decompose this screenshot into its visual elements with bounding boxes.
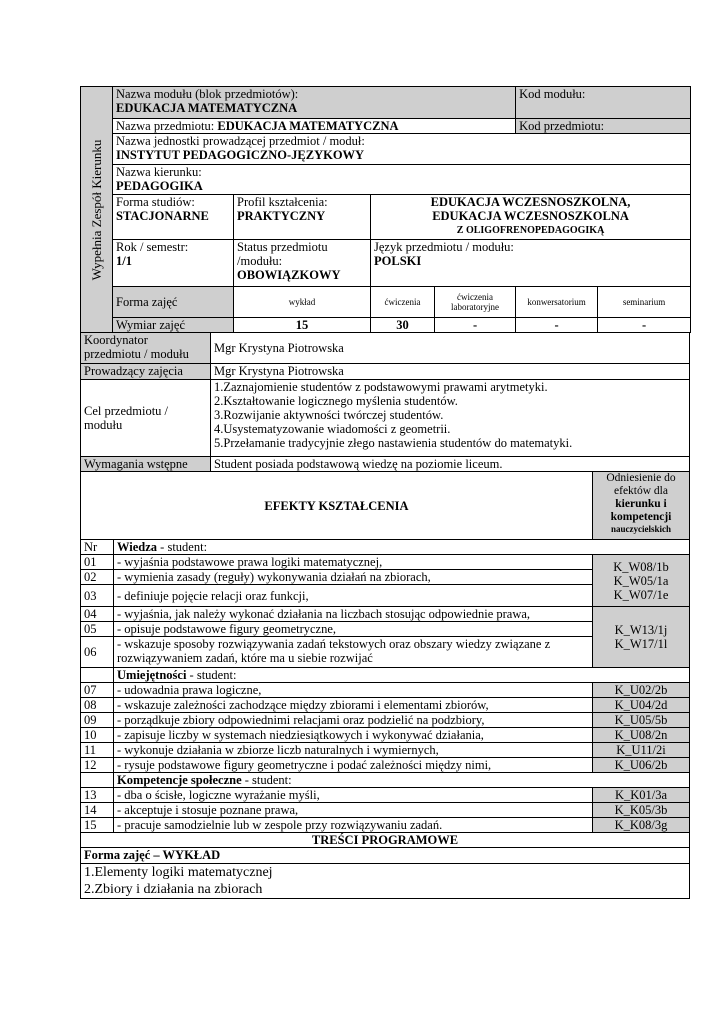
outcome-text: - wyjaśnia, jak należy wykonać działania na liczbach stosując odpowiednie prawa, — [114, 607, 593, 622]
row-nr: 09 — [81, 713, 114, 728]
outcomes-title: EFEKTY KSZTAŁCENIA — [81, 472, 593, 540]
program-content-table — [80, 832, 690, 899]
teacher-label: Prowadzący zajęcia — [81, 364, 211, 380]
row-nr: 10 — [81, 728, 114, 743]
learning-outcomes-table — [80, 471, 690, 833]
outcome-code: K_K05/3b — [593, 803, 690, 818]
nr-spacer — [81, 668, 114, 683]
hours-exercises: 30 — [371, 318, 435, 333]
program-title: TREŚCI PROGRAMOWE — [81, 833, 690, 848]
form-col-exercises: ćwiczenia — [371, 287, 435, 318]
outcome-text: - wyjaśnia podstawowe prawa logiki matematycznej, — [114, 555, 593, 570]
program-form-label: Forma zajęć – WYKŁAD — [81, 848, 690, 864]
goals-list — [211, 380, 690, 457]
goal-item: 2.Kształtowanie logicznego myślenia studentów. — [214, 394, 458, 408]
profile-cell: Profil kształcenia: PRAKTYCZNY — [234, 195, 371, 240]
skills-header: Umiejętności - student: — [114, 668, 690, 683]
row-nr: 04 — [81, 607, 114, 622]
goal-item: 4.Usystematyzowanie wiadomości z geometrii. — [214, 422, 451, 436]
row-nr: 08 — [81, 698, 114, 713]
syllabus-page — [80, 86, 690, 921]
outcome-text: - opisuje podstawowe figury geometryczne, — [114, 622, 593, 637]
row-nr: 15 — [81, 818, 114, 833]
row-nr: 01 — [81, 555, 114, 570]
nr-spacer — [81, 773, 114, 788]
coordinator-value: Mgr Krystyna Piotrowska — [211, 333, 690, 364]
goals-label: Cel przedmiotu / modułu — [81, 380, 211, 457]
specialty-cell: EDUKACJA WCZESNOSZKOLNA, EDUKACJA WCZESNOSZKOLNA Z OLIGOFRENOPEDAGOGIKĄ — [371, 195, 691, 240]
program-item: 1.Elementy logiki matematycznej — [84, 865, 273, 880]
knowledge-header: Wiedza - student: — [114, 540, 690, 555]
outcome-code: K_K08/3g — [593, 818, 690, 833]
row-nr: 03 — [81, 585, 114, 607]
hours-label: Wymiar zajęć — [113, 318, 234, 333]
outcome-code: K_U11/2i — [593, 743, 690, 758]
study-form-cell: Forma studiów: STACJONARNE — [113, 195, 234, 240]
form-col-seminar: seminarium — [598, 287, 691, 318]
subject-code-cell: Kod przedmiotu: — [516, 119, 691, 134]
outcome-code: K_U06/2b — [593, 758, 690, 773]
requirements-value: Student posiada podstawową wiedzę na poziomie liceum. — [211, 457, 690, 472]
sidebar-vertical-label: Wypełnia Zespół Kierunku — [81, 87, 113, 333]
row-nr: 13 — [81, 788, 114, 803]
outcomes-reference-header: Odniesienie do efektów dla kierunku i kompetencji nauczycielskich — [593, 472, 690, 540]
outcome-code: K_U04/2d — [593, 698, 690, 713]
field-cell: Nazwa kierunku: PEDAGOGIKA — [113, 165, 691, 195]
knowledge-codes-b: K_W13/1j K_W17/1l — [593, 607, 690, 668]
unit-cell: Nazwa jednostki prowadzącej przedmiot / moduł: INSTYTUT PEDAGOGICZNO-JĘZYKOWY — [113, 134, 691, 165]
outcome-text: - rysuje podstawowe figury geometryczne i podać zależności między nimi, — [114, 758, 593, 773]
module-code-cell: Kod modułu: — [516, 87, 691, 119]
hours-lab: - — [435, 318, 516, 333]
row-nr: 06 — [81, 637, 114, 668]
outcome-text: - wykonuje działania w zbiorze liczb naturalnych i wymiernych, — [114, 743, 593, 758]
outcome-text: - porządkuje zbiory odpowiednimi relacjami oraz podzielić na podzbiory, — [114, 713, 593, 728]
program-item: 2.Zbiory i działania na zbiorach — [84, 882, 263, 897]
outcome-text: - definiuje pojęcie relacji oraz funkcji, — [114, 585, 593, 607]
year-cell: Rok / semestr: 1/1 — [113, 240, 234, 287]
row-nr: 14 — [81, 803, 114, 818]
goal-item: 1.Zaznajomienie studentów z podstawowymi prawami arytmetyki. — [214, 380, 548, 394]
hours-lecture: 15 — [234, 318, 371, 333]
outcome-text: - dba o ścisłe, logiczne wyrażanie myśli, — [114, 788, 593, 803]
outcome-text: - udowadnia prawa logiczne, — [114, 683, 593, 698]
hours-seminar: - — [598, 318, 691, 333]
language-cell: Język przedmiotu / modułu: POLSKI — [371, 240, 691, 287]
goal-item: 5.Przełamanie tradycyjnie złego nastawienia studentów do matematyki. — [214, 436, 573, 450]
competences-header: Kompetencje społeczne - student: — [114, 773, 690, 788]
knowledge-codes-a: K_W08/1b K_W05/1a K_W07/1e — [593, 555, 690, 607]
nr-header: Nr — [81, 540, 114, 555]
outcome-text: - wymienia zasady (reguły) wykonywania działań na zbiorach, — [114, 570, 593, 585]
outcome-code: K_K01/3a — [593, 788, 690, 803]
row-nr: 11 — [81, 743, 114, 758]
hours-conversation: - — [516, 318, 598, 333]
row-nr: 12 — [81, 758, 114, 773]
outcome-text: - wskazuje sposoby rozwiązywania zadań tekstowych oraz obszary wiedzy związane z rozwiązywaniem zadań, które ma u siebie rozwijać — [114, 637, 593, 668]
coordinator-label: Koordynator przedmiotu / modułu — [81, 333, 211, 364]
outcome-code: K_U05/5b — [593, 713, 690, 728]
form-col-lecture: wykład — [234, 287, 371, 318]
subject-name-cell: Nazwa przedmiotu: EDUKACJA MATEMATYCZNA — [113, 119, 516, 134]
requirements-label: Wymagania wstępne — [81, 457, 211, 472]
course-details-table — [80, 332, 690, 472]
program-items — [81, 864, 690, 899]
forms-label: Forma zajęć — [113, 287, 234, 318]
outcome-text: - zapisuje liczby w systemach niedziesiątkowych i wykonywać działania, — [114, 728, 593, 743]
outcome-code: K_U08/2n — [593, 728, 690, 743]
outcome-code: K_U02/2b — [593, 683, 690, 698]
teacher-value: Mgr Krystyna Piotrowska — [211, 364, 690, 380]
row-nr: 07 — [81, 683, 114, 698]
row-nr: 02 — [81, 570, 114, 585]
form-col-lab: ćwiczenia laboratoryjne — [435, 287, 516, 318]
outcome-text: - wskazuje zależności zachodzące między zbiorami i elementami zbiorów, — [114, 698, 593, 713]
status-cell: Status przedmiotu /modułu: OBOWIĄZKOWY — [234, 240, 371, 287]
form-col-conversation: konwersatorium — [516, 287, 598, 318]
goal-item: 3.Rozwijanie aktywności twórczej studentów. — [214, 408, 444, 422]
outcome-text: - pracuje samodzielnie lub w zespole przy rozwiązywaniu zadań. — [114, 818, 593, 833]
outcome-text: - akceptuje i stosuje poznane prawa, — [114, 803, 593, 818]
module-name-cell: Nazwa modułu (blok przedmiotów): EDUKACJA MATEMATYCZNA — [113, 87, 516, 119]
row-nr: 05 — [81, 622, 114, 637]
course-info-table — [80, 86, 691, 333]
